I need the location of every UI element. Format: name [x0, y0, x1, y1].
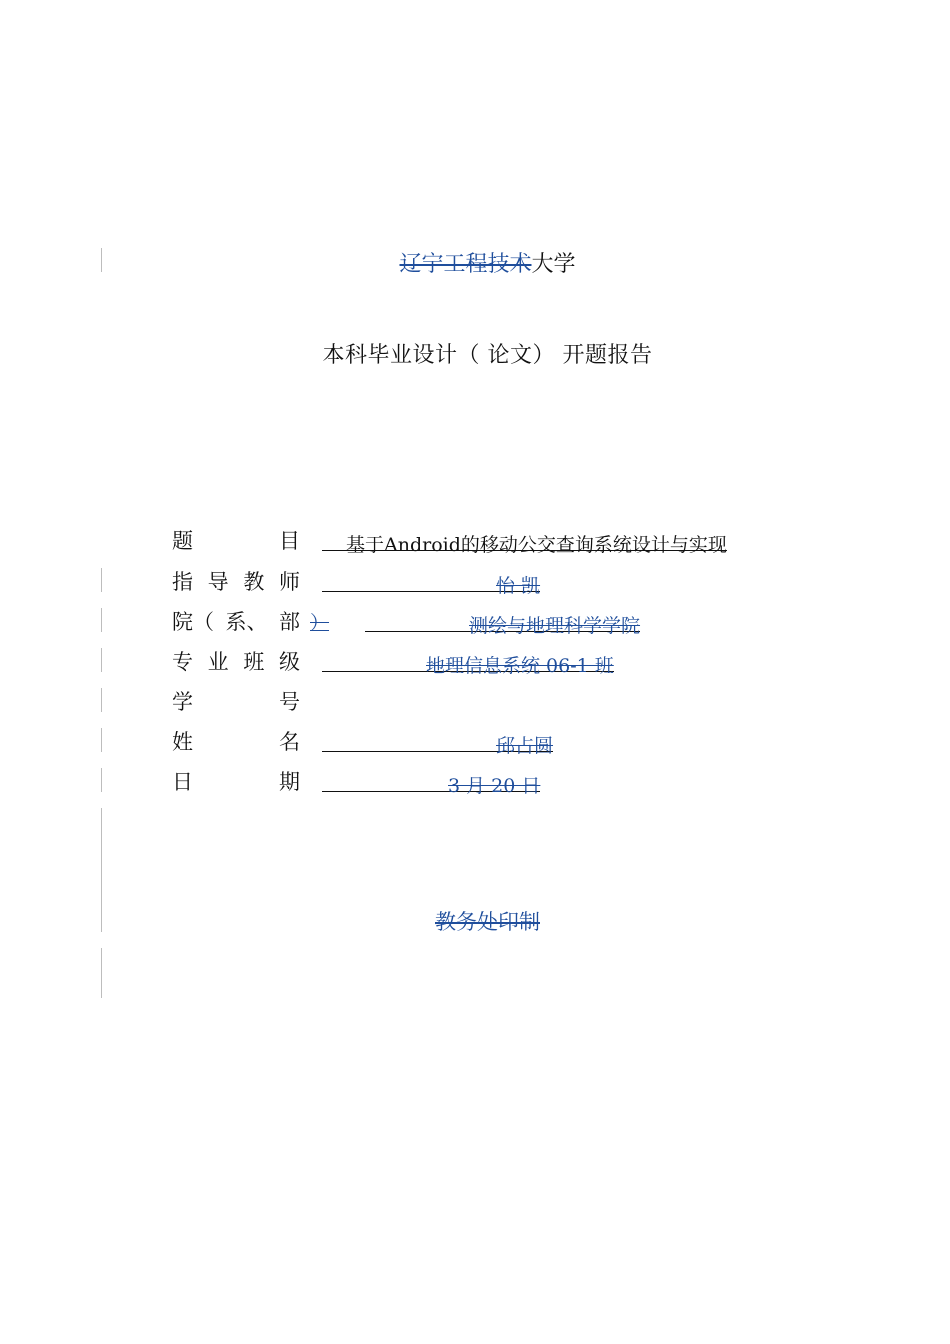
date-value: 3 月 20 日: [448, 771, 540, 792]
field-department: [172, 606, 872, 636]
class-value: 地理信息系统 06-1 班: [414, 651, 614, 672]
revision-bar: [101, 648, 102, 672]
topic-value: 基于Android的移动公交查询系统设计与实现: [346, 533, 727, 556]
field-value: [322, 646, 614, 676]
field-label: 姓 名: [172, 730, 300, 754]
field-class: [172, 646, 872, 676]
field-value: [322, 766, 540, 796]
university-name-suffix: 大学: [531, 252, 576, 277]
field-value: [322, 726, 553, 756]
field-label: 院（ 系、 部: [172, 610, 300, 634]
field-value: [322, 566, 540, 596]
field-advisor: [172, 566, 872, 596]
field-label: 指 导 教 师: [172, 570, 300, 594]
department-label-tail: ）: [310, 611, 330, 634]
field-name: [172, 726, 872, 756]
field-student-id: [172, 686, 872, 716]
revision-bar: [101, 728, 102, 752]
field-label: 专 业 班 级: [172, 650, 300, 674]
field-topic: [172, 525, 872, 555]
revision-bar: [101, 948, 102, 998]
field-value: [322, 525, 727, 555]
revision-bar: [101, 688, 102, 712]
advisor-value: 怡 凯: [496, 571, 540, 592]
printed-by: 教务处印制: [435, 910, 540, 934]
university-name-revised: 辽宁工程技术: [399, 252, 532, 277]
field-label: 题 目: [172, 529, 300, 553]
department-value: 测绘与地理科学学院: [469, 611, 640, 632]
revision-bar: [101, 608, 102, 632]
field-date: [172, 766, 872, 796]
field-value: [310, 606, 640, 636]
field-label: 学 号: [172, 690, 300, 714]
revision-bar: [101, 568, 102, 592]
name-value: 邱占圆: [496, 731, 553, 752]
field-label: 日 期: [172, 770, 300, 794]
university-name: [0, 247, 950, 278]
revision-bar: [101, 768, 102, 792]
report-title: 本科毕业设计（ 论文） 开题报告: [322, 343, 653, 368]
